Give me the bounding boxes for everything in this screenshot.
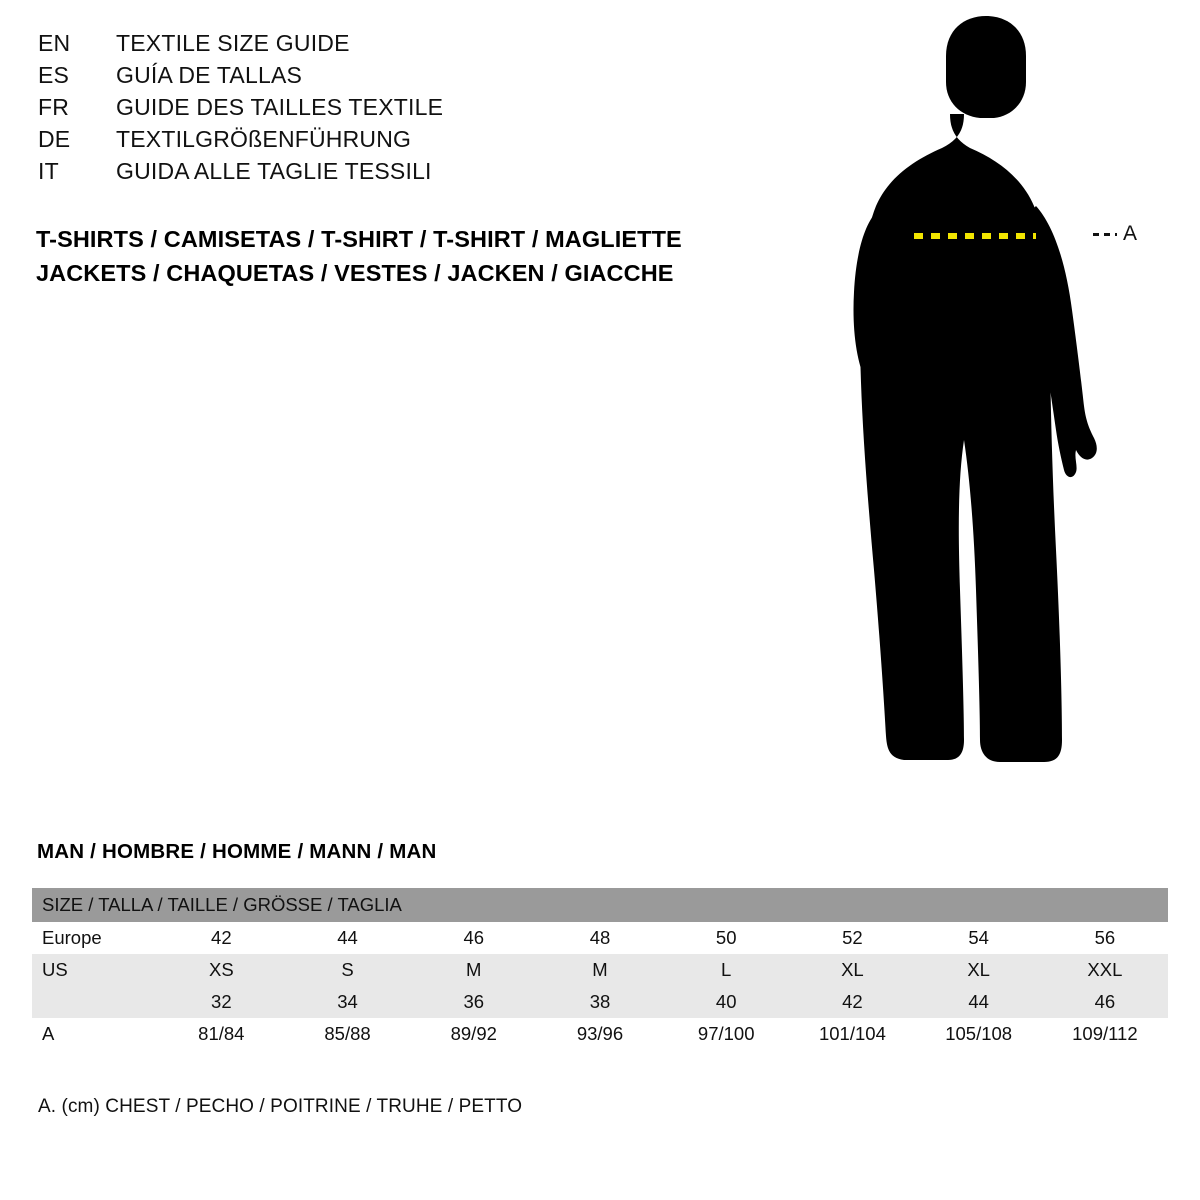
table-row [32,986,1168,1018]
cell-numeric-6: 42 [789,986,915,1018]
cell-a-5: 97/100 [663,1018,789,1050]
cell-europe-7: 54 [916,922,1042,954]
cell-us-4: M [537,954,663,986]
cell-us-1: XS [158,954,284,986]
cell-a-6: 101/104 [789,1018,915,1050]
language-text-en: TEXTILE SIZE GUIDE [116,30,350,56]
language-text-es: GUÍA DE TALLAS [116,62,303,88]
language-row-de [38,126,758,158]
cell-europe-4: 48 [537,922,663,954]
cell-numeric-3: 36 [411,986,537,1018]
cell-europe-5: 50 [663,922,789,954]
cell-numeric-4: 38 [537,986,663,1018]
language-code-es: ES [38,62,70,88]
language-code-it: IT [38,158,59,184]
language-text-de: TEXTILGRÖßENFÜHRUNG [116,126,412,152]
cell-a-4: 93/96 [537,1018,663,1050]
row-label-a: A [32,1018,158,1050]
row-label-us: US [32,954,158,986]
language-text-it: GUIDA ALLE TAGLIE TESSILI [116,158,432,184]
cell-a-3: 89/92 [411,1018,537,1050]
table-header-label: SIZE / TALLA / TAILLE / GRÖSSE / TAGLIA [32,888,1168,922]
footnote-chest-measure: A. (cm) CHEST / PECHO / POITRINE / TRUHE / PETTO [38,1096,523,1117]
cell-us-7: XL [916,954,1042,986]
cell-us-2: S [284,954,410,986]
cell-numeric-8: 46 [1042,986,1168,1018]
table-row [32,922,1168,954]
cell-europe-6: 52 [789,922,915,954]
language-code-en: EN [38,30,71,56]
language-text-fr: GUIDE DES TAILLES TEXTILE [116,94,444,120]
cell-numeric-5: 40 [663,986,789,1018]
cell-us-6: XL [789,954,915,986]
body-silhouette-illustration [830,10,1170,790]
cell-a-2: 85/88 [284,1018,410,1050]
table-row [32,954,1168,986]
language-row-fr [38,94,758,126]
cell-europe-1: 42 [158,922,284,954]
cell-numeric-7: 44 [916,986,1042,1018]
cell-us-5: L [663,954,789,986]
cell-a-8: 109/112 [1042,1018,1168,1050]
category-tshirts: T-SHIRTS / CAMISETAS / T-SHIRT / T-SHIRT / MAGLIETTE [36,226,682,252]
silhouette-svg [830,10,1170,790]
cell-us-3: M [411,954,537,986]
cell-us-8: XXL [1042,954,1168,986]
language-code-fr: FR [38,94,70,120]
language-row-it [38,158,758,190]
table-header-row [32,888,1168,922]
measure-leader-dashes [1093,233,1117,236]
row-label-numeric [32,986,158,1018]
cell-europe-2: 44 [284,922,410,954]
row-label-europe: Europe [32,922,158,954]
language-row-en [38,30,758,62]
cell-europe-3: 46 [411,922,537,954]
cell-a-7: 105/108 [916,1018,1042,1050]
table-group-title: MAN / HOMBRE / HOMME / MANN / MAN [37,840,437,863]
cell-europe-8: 56 [1042,922,1168,954]
category-jackets: JACKETS / CHAQUETAS / VESTES / JACKEN / GIACCHE [36,260,674,286]
measure-label-a: A [1123,222,1138,245]
language-code-de: DE [38,126,71,152]
cell-a-1: 81/84 [158,1018,284,1050]
language-list [38,30,758,190]
language-row-es [38,62,758,94]
table-row [32,1018,1168,1050]
cell-numeric-1: 32 [158,986,284,1018]
size-table [32,888,1168,1050]
cell-numeric-2: 34 [284,986,410,1018]
garment-categories [36,222,796,290]
